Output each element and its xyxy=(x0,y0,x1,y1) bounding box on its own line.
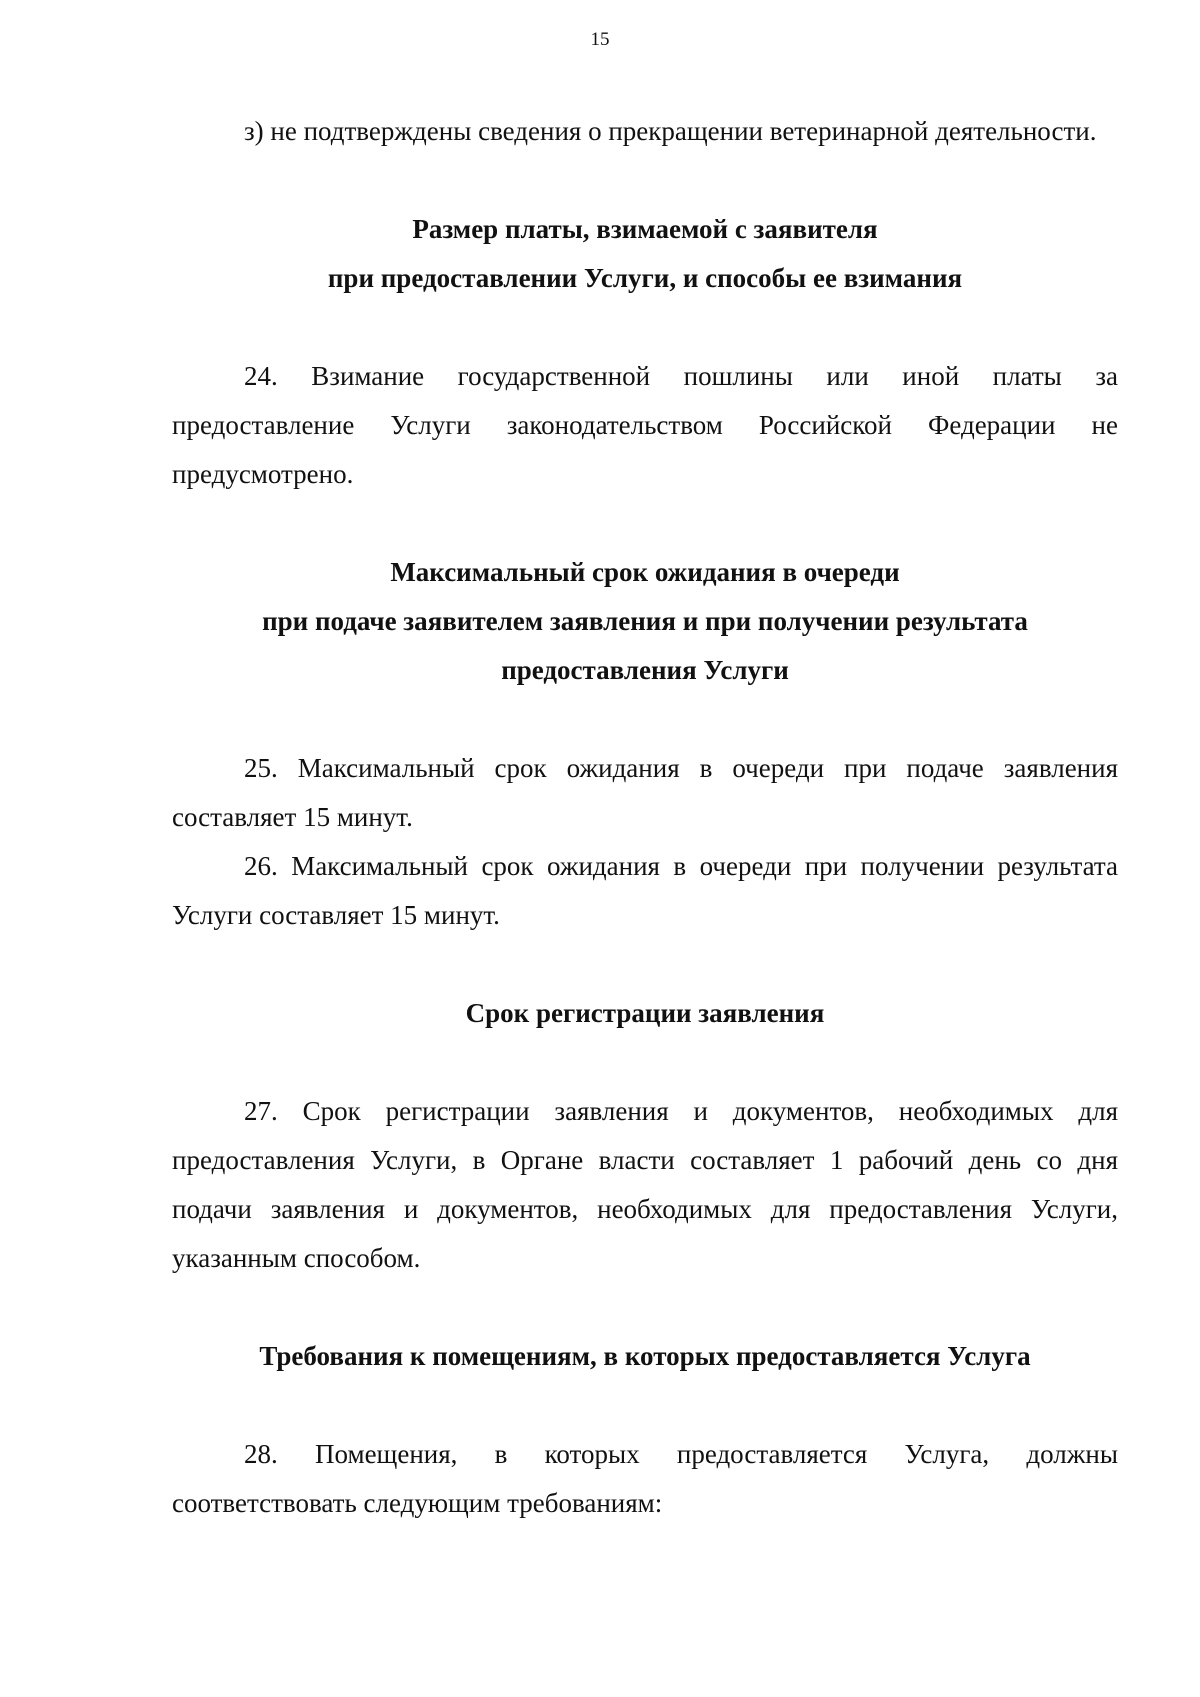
heading-premises xyxy=(172,1332,1118,1381)
heading-fee-line-1: Размер платы, взимаемой с заявителя xyxy=(412,214,878,244)
page-number: 15 xyxy=(590,29,610,50)
heading-queue xyxy=(172,548,1118,695)
paragraph-27: 27. Срок регистрации заявления и документов, необходимых для предоставления Услуги, в Органе власти составляет 1 рабочий день со дня подачи заявления и документов, необходимых для предоставления Услуги, указанным способом. xyxy=(172,1096,1118,1273)
paragraph-28: 28. Помещения, в которых предоставляется Услуга, должны соответствовать следующим требованиям: xyxy=(172,1439,1118,1518)
heading-registration xyxy=(172,989,1118,1038)
heading-queue-line-3: предоставления Услуги xyxy=(501,655,789,685)
heading-queue-line-1: Максимальный срок ожидания в очереди xyxy=(390,557,900,587)
paragraph-25: 25. Максимальный срок ожидания в очереди при подаче заявления составляет 15 минут. xyxy=(172,753,1118,832)
heading-fee-line-2: при предоставлении Услуги, и способы ее взимания xyxy=(327,263,963,293)
document-body xyxy=(172,107,1118,1528)
heading-queue-line-2: при подаче заявителем заявления и при получении результата xyxy=(262,606,1028,636)
heading-registration-line-1: Срок регистрации заявления xyxy=(465,998,825,1028)
paragraph-24: 24. Взимание государственной пошлины или иной платы за предоставление Услуги законодательством Российской Федерации не предусмотрено. xyxy=(172,361,1118,489)
heading-fee xyxy=(172,205,1118,303)
paragraph-z: з) не подтверждены сведения о прекращении ветеринарной деятельности. xyxy=(244,116,1097,146)
heading-premises-line-1: Требования к помещениям, в которых предоставляется Услуга xyxy=(259,1341,1031,1371)
paragraph-26: 26. Максимальный срок ожидания в очереди при получении результата Услуги составляет 15 минут. xyxy=(172,851,1118,930)
